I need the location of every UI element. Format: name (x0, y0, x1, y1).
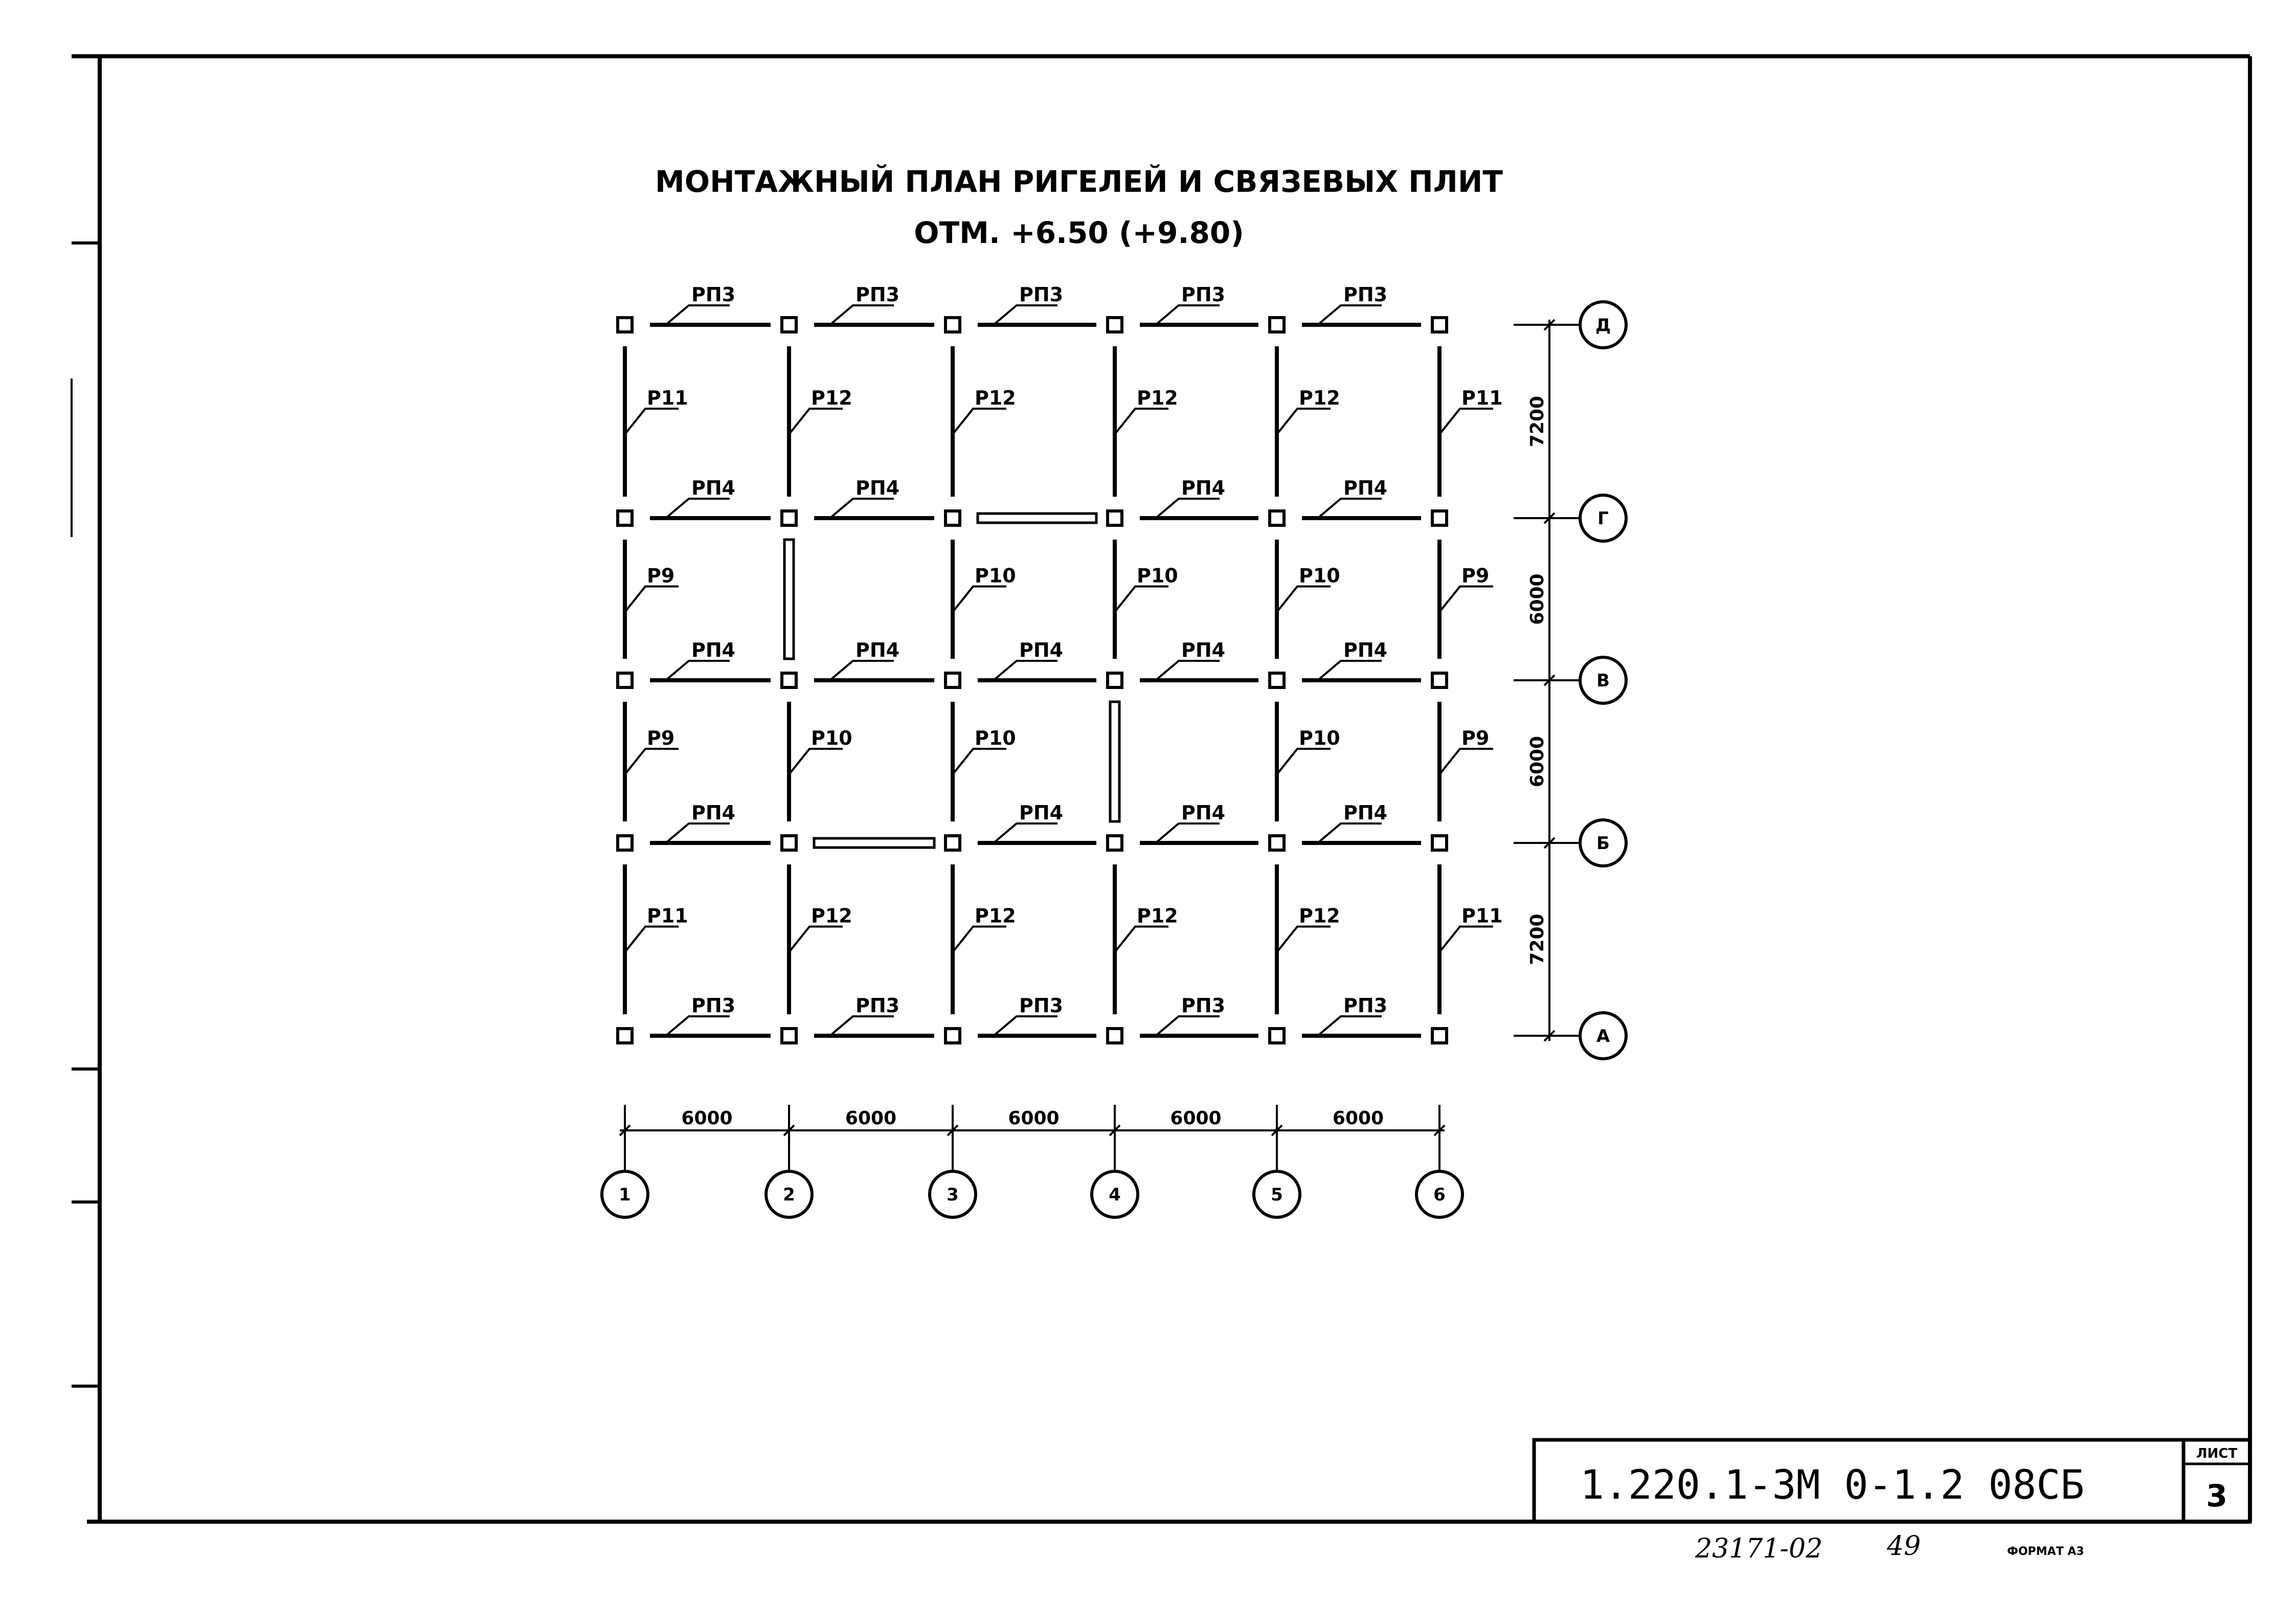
column-square (1432, 318, 1447, 332)
column-square (618, 836, 632, 850)
leader-line (953, 587, 1006, 612)
slab-label: РП4 (1343, 639, 1388, 661)
leader-line (1318, 661, 1382, 680)
leader-line (1115, 927, 1168, 952)
column-square (782, 318, 796, 332)
column-square (946, 318, 960, 332)
column-square (1270, 511, 1284, 525)
drawing-title: МОНТАЖНЫЙ ПЛАН РИГЕЛЕЙ И СВЯЗЕВЫХ ПЛИТ (655, 164, 1503, 199)
column-square (618, 318, 632, 332)
dimension-value: 6000 (1527, 736, 1548, 788)
leader-line (1277, 409, 1331, 434)
slab-label: РП3 (1019, 283, 1064, 306)
leader-line (666, 661, 730, 680)
leader-line (1156, 499, 1220, 518)
leader-line (789, 927, 843, 952)
paper-format: ФОРМАТ А3 (2007, 1545, 2084, 1558)
girder-label: Р9 (647, 727, 675, 749)
slab-label: РП3 (1343, 283, 1388, 306)
slab-label: РП4 (1019, 802, 1064, 824)
dimension-value: 6000 (681, 1108, 733, 1129)
column-square (1432, 836, 1447, 850)
leader-line (1156, 661, 1220, 680)
title-block (1534, 1440, 2250, 1522)
leader-line (953, 749, 1006, 774)
leader-line (1115, 587, 1168, 612)
leader-line (830, 499, 894, 518)
dimension-value: 6000 (1008, 1108, 1060, 1129)
girder-label: Р11 (1461, 904, 1503, 927)
axis-label: Б (1596, 833, 1610, 854)
column-square (1108, 836, 1122, 850)
girder-label: Р9 (647, 564, 675, 587)
leader-line (1277, 587, 1331, 612)
leader-line (830, 1016, 894, 1036)
axis-label: 3 (947, 1185, 959, 1205)
leader-line (1318, 1016, 1382, 1036)
leader-line (1439, 749, 1493, 774)
column-square (1432, 673, 1447, 687)
axis-label: 2 (783, 1185, 795, 1205)
leader-line (994, 305, 1057, 325)
girder-label: Р9 (1461, 564, 1490, 587)
girder-label: Р10 (975, 727, 1016, 749)
dimension-value: 6000 (1527, 573, 1548, 625)
slab-label: РП4 (856, 639, 900, 661)
leader-line (1318, 499, 1382, 518)
leader-line (789, 749, 843, 774)
girder-label: Р12 (811, 387, 852, 409)
leader-line (789, 409, 843, 434)
dimension-value: 6000 (1332, 1108, 1384, 1129)
girder-label: Р12 (811, 904, 852, 927)
leader-line (1156, 1016, 1220, 1036)
dimension-value: 7200 (1527, 914, 1548, 965)
slab-label: РП3 (856, 283, 900, 306)
leader-line (1439, 927, 1493, 952)
leader-line (1277, 749, 1331, 774)
column-square (1270, 673, 1284, 687)
girder-label: Р10 (1137, 564, 1178, 587)
leader-line (625, 749, 679, 774)
column-square (946, 673, 960, 687)
slab-label: РП3 (1019, 994, 1064, 1017)
leader-line (1156, 823, 1220, 843)
girder-label: Р10 (1299, 564, 1340, 587)
slab-label: РП4 (691, 639, 736, 661)
slab-label: РП3 (691, 994, 736, 1017)
leader-line (994, 823, 1057, 843)
column-square (782, 673, 796, 687)
column-square (1108, 1029, 1122, 1043)
column-square (946, 836, 960, 850)
slab-label: РП3 (1181, 283, 1226, 306)
slab-label: РП4 (1181, 477, 1226, 499)
column-square (782, 511, 796, 525)
leader-line (994, 661, 1057, 680)
column-square (1270, 1029, 1284, 1043)
slab-label: РП4 (856, 477, 900, 499)
column-square (1270, 836, 1284, 850)
slab-label: РП4 (1343, 802, 1388, 824)
axis-label: В (1596, 671, 1610, 691)
girder-label: Р12 (1137, 387, 1178, 409)
girder-label: Р11 (1461, 387, 1503, 409)
page-number-handwritten: 49 (1887, 1531, 1921, 1562)
drawing-frame (72, 56, 2250, 1522)
slab-label: РП4 (1181, 639, 1226, 661)
column-square (618, 511, 632, 525)
leader-line (1115, 409, 1168, 434)
axis-label: Д (1595, 315, 1611, 336)
plate-outline (1110, 702, 1119, 821)
plate-outline (784, 540, 794, 659)
document-code: 1.220.1-3М 0-1.2 08СБ (1580, 1462, 2085, 1508)
slab-label: РП3 (1343, 994, 1388, 1017)
sheet-number: 3 (2206, 1478, 2227, 1514)
girder-label: Р12 (975, 387, 1016, 409)
axis-label: Г (1597, 508, 1609, 529)
leader-line (666, 305, 730, 325)
label-layer (625, 283, 1503, 1036)
column-square (618, 673, 632, 687)
leader-line (1439, 587, 1493, 612)
column-square (1270, 318, 1284, 332)
plate-outline (814, 838, 934, 848)
leader-line (830, 661, 894, 680)
girder-label: Р12 (1299, 904, 1340, 927)
column-square (1108, 511, 1122, 525)
girder-label: Р9 (1461, 727, 1490, 749)
leader-line (953, 927, 1006, 952)
leader-line (1318, 823, 1382, 843)
leader-line (666, 1016, 730, 1036)
slab-label: РП3 (691, 283, 736, 306)
axis-label: 1 (619, 1185, 631, 1205)
elevation-mark: ОТМ. +6.50 (+9.80) (914, 215, 1244, 250)
plate-outline (978, 514, 1096, 523)
column-square (1432, 511, 1447, 525)
inventory-number: 23171-02 (1695, 1533, 1823, 1564)
column-square (782, 1029, 796, 1043)
column-square (946, 1029, 960, 1043)
girder-label: Р11 (647, 387, 688, 409)
girder-label: Р10 (1299, 727, 1340, 749)
leader-line (953, 409, 1006, 434)
girder-label: Р12 (1137, 904, 1178, 927)
girder-label: Р10 (811, 727, 852, 749)
dimension-value: 7200 (1527, 395, 1548, 448)
dimension-value: 6000 (1170, 1108, 1222, 1129)
leader-line (1439, 409, 1493, 434)
column-square (782, 836, 796, 850)
leader-line (625, 927, 679, 952)
axis-label: 5 (1271, 1185, 1283, 1205)
beam-layer (625, 325, 1439, 1036)
leader-line (625, 409, 679, 434)
column-square (1108, 318, 1122, 332)
axis-label: А (1596, 1026, 1610, 1047)
dimension-value: 6000 (845, 1108, 897, 1129)
girder-label: Р10 (975, 564, 1016, 587)
slab-label: РП4 (691, 802, 736, 824)
slab-label: РП4 (1019, 639, 1064, 661)
leader-line (1318, 305, 1382, 325)
girder-label: Р12 (1299, 387, 1340, 409)
slab-label: РП4 (1181, 802, 1226, 824)
slab-label: РП4 (1343, 477, 1388, 499)
leader-line (666, 499, 730, 518)
axis-label: 4 (1109, 1185, 1121, 1205)
column-square (1108, 673, 1122, 687)
leader-line (830, 305, 894, 325)
column-square (1432, 1029, 1447, 1043)
leader-line (1277, 927, 1331, 952)
girder-label: Р12 (975, 904, 1016, 927)
sheet-label: ЛИСТ (2196, 1446, 2238, 1461)
leader-line (994, 1016, 1057, 1036)
column-square (618, 1029, 632, 1043)
slab-label: РП3 (856, 994, 900, 1017)
leader-line (666, 823, 730, 843)
column-square (946, 511, 960, 525)
slab-label: РП4 (691, 477, 736, 499)
axis-label: 6 (1433, 1185, 1446, 1205)
slab-label: РП3 (1181, 994, 1226, 1017)
leader-line (1156, 305, 1220, 325)
girder-label: Р11 (647, 904, 688, 927)
leader-line (625, 587, 679, 612)
